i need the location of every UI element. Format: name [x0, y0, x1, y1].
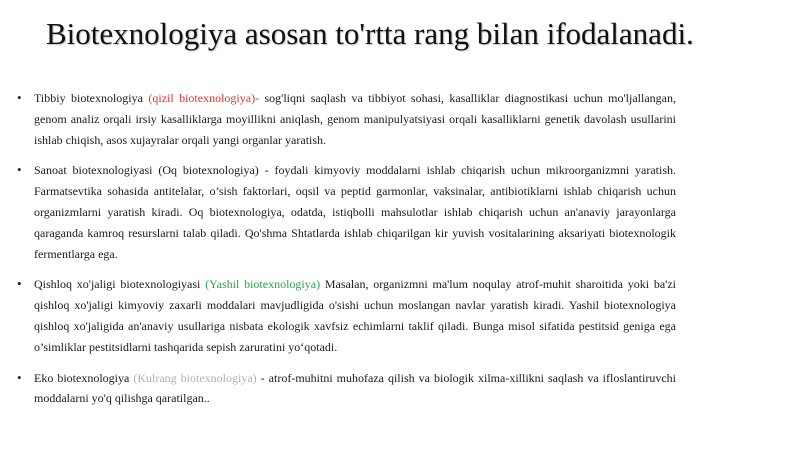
bullet-item-green-biotech	[17, 274, 676, 357]
bullet-dot-icon: •	[17, 162, 22, 178]
highlight-gray: (Kulrang biotexnologiya)	[133, 370, 257, 385]
bullet-text: Eko biotexnologiya	[34, 370, 134, 385]
slide-title: Biotexnologiya asosan to'rtta rang bilan ifodalanadi.	[46, 16, 694, 51]
bullet-item-red-biotech	[17, 88, 676, 150]
highlight-red: (qizil biotexnologiya)-	[148, 91, 260, 105]
bullet-item-white-biotech	[17, 160, 676, 264]
highlight-green: (Yashil biotexnologiya)	[205, 277, 321, 292]
bullet-dot-icon: •	[17, 90, 22, 105]
bullet-list	[17, 88, 676, 419]
bullet-text: Tibbiy biotexnologiya	[34, 91, 149, 105]
bullet-text-rest: Masalan, organizmni ma'lum noqulay atrof-muhit sharoitida yoki ba'zi qishloq xo'jaligi kimyoviy zaxarli moddalari mavjudligida o'sishi uchun moslangan navlar yaratish kiradi. Yashil biotexnologiya qishloq xo'jaligida an'anaviy usullariga nisbata ekologik xavfsiz echimlarni taklif qiladi. Bunga misol sifatida pestitsid geniga ega o’simliklar pestitsidlarni tashqarida sepish zaruratini yo‘qotadi.	[34, 277, 676, 354]
bullet-dot-icon: •	[17, 369, 22, 385]
bullet-text-rest: sog'liqni saqlash va tibbiyot sohasi, kasalliklar diagnostikasi uchun mo'ljallangan, genom analiz orqali irsiy kasalliklarga moyillikni aniqlash, genom manipulyatsiyasi orqali kasalliklarni genetik davolash usullarini ishlab chiqish, asos xujayralar orqali yangi organlar yaratish.	[34, 91, 676, 147]
bullet-text: Qishloq xo'jaligi biotexnologiyasi	[34, 277, 206, 292]
bullet-text-rest: - atrof-muhitni muhofaza qilish va biologik xilma-xillikni saqlash va ifloslantiruvchi moddalarni yo'q qilishga qaratilgan..	[34, 370, 676, 406]
bullet-item-gray-biotech	[17, 368, 676, 410]
bullet-dot-icon: •	[17, 276, 22, 292]
bullet-text: Sanoat biotexnologiyasi (Oq biotexnologiya) - foydali kimyoviy moddalarni ishlab chiqarish uchun mikroorganizmni yaratish. Farmatsevtika sohasida antitelalar, o’sish faktorlari, oqsil va peptid garmonlar, vaksinalar, antibiotiklarni ishlab chiqarish uchun organizmlarni yaratish kiradi. Oq biotexnologiya, odatda, istiqbolli mahsulotlar ishlab chiqarish uchun an'anaviy jarayonlarga qaraganda kamroq resurslarni talab qiladi. Qo'shma Shtatlarda ishlab chiqarilgan kir yuvish vositalarining aksariyati biotexnologik fermentlarga ega.	[34, 163, 676, 261]
